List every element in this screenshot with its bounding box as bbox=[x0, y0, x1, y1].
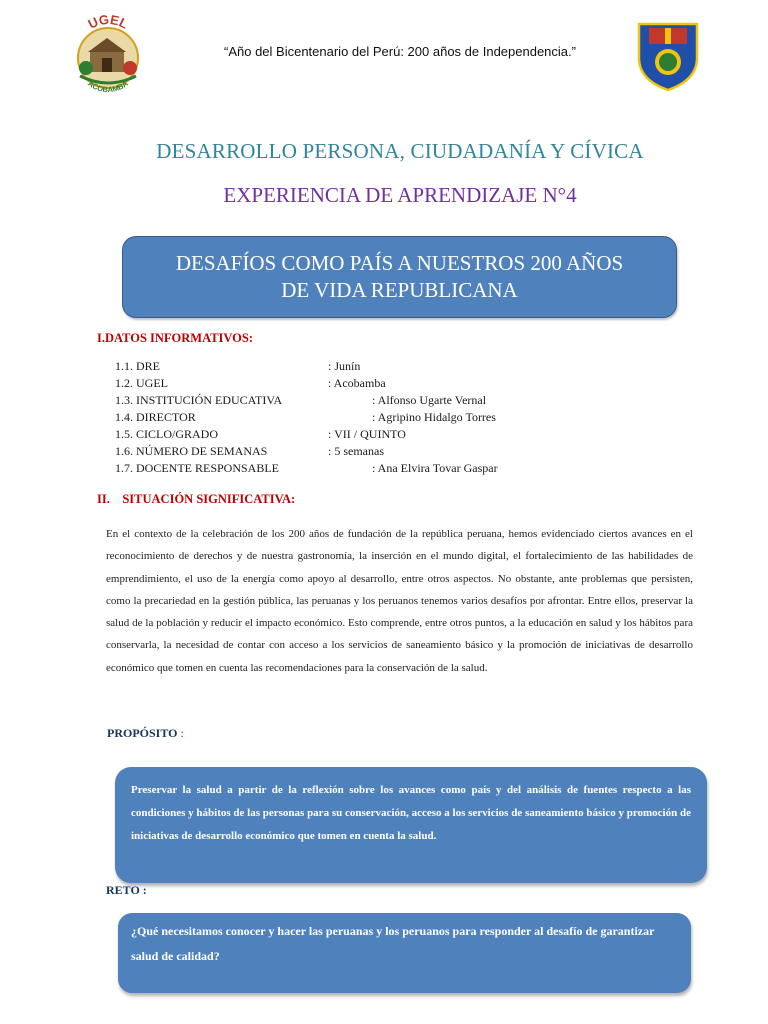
datos-value: : Acobamba bbox=[328, 376, 386, 390]
datos-label: 1.2. UGEL bbox=[115, 376, 168, 390]
proposito-colon: : bbox=[177, 726, 184, 740]
datos-label: 1.5. CICLO/GRADO bbox=[115, 427, 219, 441]
datos-value: : Alfonso Ugarte Vernal bbox=[372, 393, 487, 407]
datos-label: 1.1. DRE bbox=[115, 359, 160, 373]
proposito-box: Preservar la salud a partir de la reflexión sobre los avances como país y del análisis de fuentes respecto a las condiciones y hábitos de las personas para su conservación, acceso a los servicios de saneamiento básico y promoción de iniciativas de desarrollo económico que tomen en cuenta la salud. bbox=[115, 767, 707, 883]
datos-row-ciclo bbox=[115, 426, 635, 443]
datos-list bbox=[115, 358, 635, 477]
datos-value: : Ana Elvira Tovar Gaspar bbox=[372, 461, 498, 475]
logo-text-top: UGEL bbox=[85, 14, 131, 32]
unit-title-line-1: DESAFÍOS COMO PAÍS A NUESTROS 200 AÑOS bbox=[175, 251, 624, 275]
bicentennial-motto: “Año del Bicentenario del Perú: 200 años de Independencia.” bbox=[224, 44, 576, 59]
proposito-label bbox=[107, 726, 184, 741]
datos-label: 1.4. DIRECTOR bbox=[115, 410, 196, 424]
datos-label: 1.3. INSTITUCIÓN EDUCATIVA bbox=[115, 393, 283, 407]
datos-label: 1.7. DOCENTE RESPONSABLE bbox=[115, 461, 280, 475]
unit-title-line-2: DE VIDA REPUBLICANA bbox=[281, 278, 518, 302]
logo-text-bottom: ACOBAMBA bbox=[86, 78, 130, 95]
datos-row-institucion bbox=[115, 392, 635, 409]
reto-box: ¿Qué necesitamos conocer y hacer las peruanas y los peruanos para responder al desafío de garantizar salud de calidad? bbox=[118, 913, 691, 993]
situacion-paragraph: En el contexto de la celebración de los 200 años de fundación de la república peruana, hemos evidenciado ciertos avances en el reconocimiento de derechos y de nuestra gastronomía, la inserción en el mundo digital, el fortalecimiento de las habilidades de emprendimiento, el uso de la energía como apoyo al desarrollo, entre otros aspectos. No obstante, ante problemas que persisten, como la precariedad en la gestión pública, las peruanas y los peruanos tenemos varios desafíos por afrontar. Entre ellos, preservar la salud de la población y reducir el impacto económico. Esto comprende, entre otros puntos, a la educación en salud y los hábitos para conservarla, la necesidad de contar con acceso a los servicios de saneamiento básico y la promoción de iniciativas de desarrollo económico que tomen en cuenta las recomendaciones para la conservación de la salud. bbox=[106, 528, 693, 674]
datos-value: : Junín bbox=[328, 359, 361, 373]
datos-value: : 5 semanas bbox=[328, 444, 384, 458]
school-crest-logo bbox=[635, 18, 701, 92]
datos-row-ugel bbox=[115, 375, 635, 392]
datos-value: : VII / QUINTO bbox=[328, 427, 406, 441]
datos-value: : Agripino Hidalgo Torres bbox=[372, 410, 496, 424]
experience-title: EXPERIENCIA DE APRENDIZAJE N°4 bbox=[223, 183, 577, 207]
situacion-heading: II. SITUACIÓN SIGNIFICATIVA: bbox=[97, 492, 296, 506]
datos-row-dre bbox=[115, 358, 635, 375]
ugel-logo bbox=[66, 14, 150, 98]
proposito-label-text: PROPÓSITO bbox=[107, 726, 178, 740]
unit-title-box bbox=[122, 236, 677, 318]
datos-row-docente bbox=[115, 460, 635, 477]
datos-heading: I.DATOS INFORMATIVOS: bbox=[97, 331, 254, 345]
reto-label: RETO : bbox=[106, 883, 147, 897]
datos-row-director bbox=[115, 409, 635, 426]
datos-label: 1.6. NÚMERO DE SEMANAS bbox=[115, 444, 268, 458]
datos-row-semanas bbox=[115, 443, 635, 460]
subject-title: DESARROLLO PERSONA, CIUDADANÍA Y CÍVICA bbox=[156, 139, 644, 163]
